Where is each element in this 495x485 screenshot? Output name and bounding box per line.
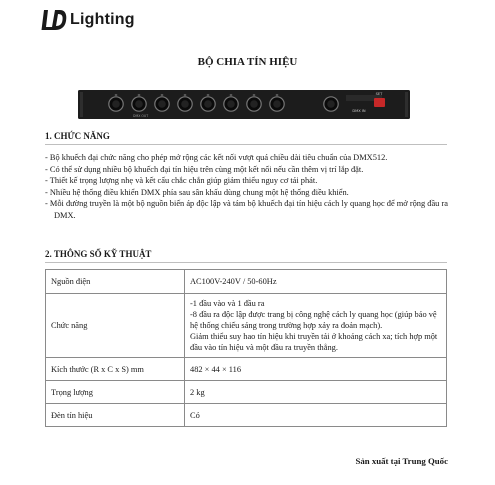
section-divider <box>45 144 447 145</box>
table-row <box>46 358 447 381</box>
dmx-splitter-device-image <box>78 90 410 119</box>
spec-key: Trọng lượng <box>46 381 185 404</box>
page-title: BỘ CHIA TÍN HIỆU <box>197 56 298 68</box>
list-item: - Bộ khuếch đại chức năng cho phép mở rộng các kết nối vượt quá chiều dài tiêu chuẩn của DMX512. <box>45 153 388 162</box>
spec-table <box>45 269 447 427</box>
spec-value-line: -1 đầu vào và 1 đầu ra <box>190 299 265 308</box>
section-heading-features: 1. CHỨC NĂNG <box>45 131 110 141</box>
spec-value-line: -8 đầu ra độc lập được trang bị công nghệ cách ly quang học (giúp bảo vệ hệ thống chiếu sáng trong trường hợp xảy ra đoản mạch). <box>190 310 437 330</box>
spec-key: Đèn tín hiệu <box>46 404 185 427</box>
xlr-input-port <box>324 97 338 111</box>
device-label-set: SET <box>375 92 383 96</box>
ld-logo-mark-icon <box>41 8 67 32</box>
brand-logo <box>41 8 135 32</box>
list-item: - Có thể sử dụng nhiều bộ khuếch đại tín hiệu trên cùng một kết nối nếu cần thêm vị trí lắp đặt. <box>45 164 364 174</box>
spec-value: 2 kg <box>185 381 447 404</box>
spec-value-line: Giảm thiểu suy hao tín hiệu khi truyền tải ở khoảng cách xa; tích hợp một đầu vào tín hiệu và một đầu ra truyền thẳng. <box>190 332 438 352</box>
table-row <box>46 294 447 358</box>
list-item: - Nhiều hệ thống điều khiển DMX phía sau sân khấu dùng chung một hệ thống điều khiển. <box>45 187 349 197</box>
table-row <box>46 381 447 404</box>
spec-key: Nguồn điện <box>46 270 185 294</box>
device-label-dmx-in: DMX IN <box>352 109 366 113</box>
features-list <box>45 152 455 221</box>
spec-key: Kích thước (R x C x S) mm <box>46 358 185 381</box>
table-row <box>46 404 447 427</box>
spec-key: Chức năng <box>46 294 185 358</box>
brand-name: Lighting <box>70 11 135 28</box>
made-in-note: Sản xuất tại Trung Quốc <box>355 456 448 466</box>
list-item: - Mỗi đường truyền là một bộ nguồn biến áp độc lập và tám bộ khuếch đại tín hiệu cách ly quang học để mở rộng đầu ra DMX. <box>45 199 448 220</box>
spec-value: AC100V-240V / 50-60Hz <box>185 270 447 294</box>
list-item: - Thiết kế trọng lượng nhẹ và kết cấu chắc chắn giúp giảm thiểu nguy cơ tái phát. <box>45 176 318 185</box>
device-panel <box>78 90 410 119</box>
spec-value: Có <box>185 404 447 427</box>
power-indicator-icon <box>374 98 385 107</box>
spec-value <box>185 294 447 358</box>
spec-value: 482 × 44 × 116 <box>185 358 447 381</box>
device-label-dmx-out: DMX OUT <box>133 114 149 118</box>
section-heading-specs: 2. THÔNG SỐ KỸ THUẬT <box>45 249 152 259</box>
section-divider <box>45 262 447 263</box>
table-row <box>46 270 447 294</box>
